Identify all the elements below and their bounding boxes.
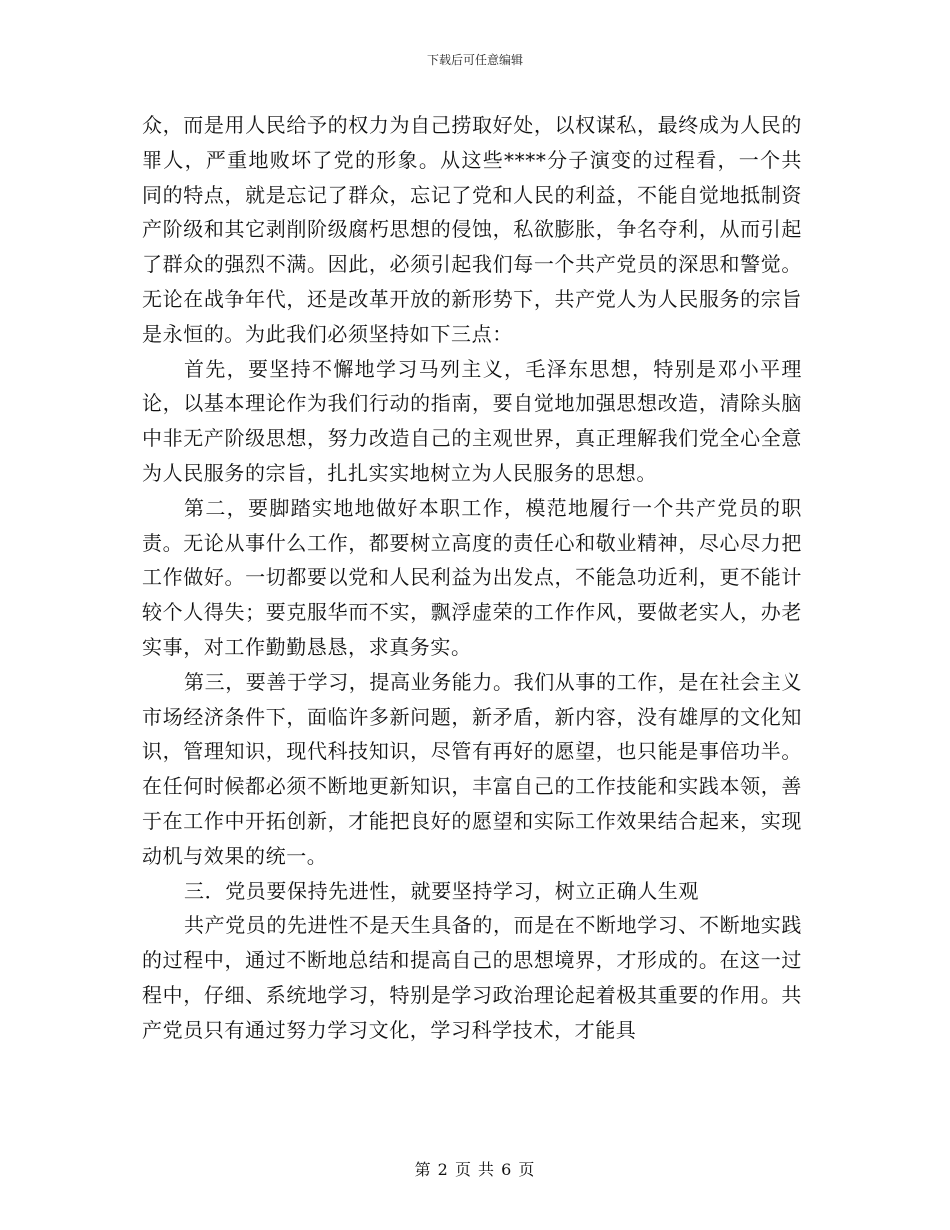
section-heading-3: 三．党员要保持先进性，就要坚持学习，树立正确人生观: [184, 878, 699, 903]
paragraph-5: 共产党员的先进性不是天生具备的，而是在不断地学习、不断地实践的过程中，通过不断地总结和提高自己的思想境界，才形成的。在这一过程中，仔细、系统地学习，特别是学习政治理论起着极其重要的作用。共产党员只有通过努力学习文化，学习科学技术，才能具: [142, 913, 802, 1042]
page-header: [0, 52, 950, 68]
paragraph-1: 众，而是用人民给予的权力为自己捞取好处，以权谋私，最终成为人民的罪人，严重地败坏了党的形象。从这些****分子演变的过程看，一个共同的特点，就是忘记了群众，忘记了党和人民的利益，不能自觉地抵制资产阶级和其它剥削阶级腐朽思想的侵蚀，私欲膨胀，争名夺利，从而引起了群众的强烈不满。因此，必须引起我们每一个共产党员的深思和警觉。无论在战争年代，还是改革开放的新形势下，共产党人为人民服务的宗旨是永恒的。为此我们必须坚持如下三点：: [142, 113, 802, 346]
paragraph-2: 首先，要坚持不懈地学习马列主义，毛泽东思想，特别是邓小平理论，以基本理论作为我们行动的指南，要自觉地加强思想改造，清除头脑中非无产阶级思想，努力改造自己的主观世界，真正理解我们党全心全意为人民服务的宗旨，扎扎实实地树立为人民服务的思想。: [142, 356, 802, 485]
header-note: 下载后可任意编辑: [426, 53, 523, 67]
document-body: [142, 108, 802, 1048]
paragraph-3: 第二，要脚踏实地地做好本职工作，模范地履行一个共产党员的职责。无论从事什么工作，都要树立高度的责任心和敬业精神，尽心尽力把工作做好。一切都要以党和人民利益为出发点，不能急功近利，更不能计较个人得失；要克服华而不实，飘浮虚荣的工作作风，要做老实人，办老实事，对工作勤勤恳恳，求真务实。: [142, 495, 802, 659]
page-footer: [0, 1160, 950, 1180]
paragraph-4: 第三，要善于学习，提高业务能力。我们从事的工作，是在社会主义市场经济条件下，面临许多新问题，新矛盾，新内容，没有雄厚的文化知识，管理知识，现代科技知识，尽管有再好的愿望，也只能是事倍功半。在任何时候都必须不断地更新知识，丰富自己的工作技能和实践本领，善于在工作中开拓创新，才能把良好的愿望和实际工作效果结合起来，实现动机与效果的统一。: [142, 669, 802, 868]
page-number: 第 2 页 共 6 页: [414, 1160, 536, 1179]
